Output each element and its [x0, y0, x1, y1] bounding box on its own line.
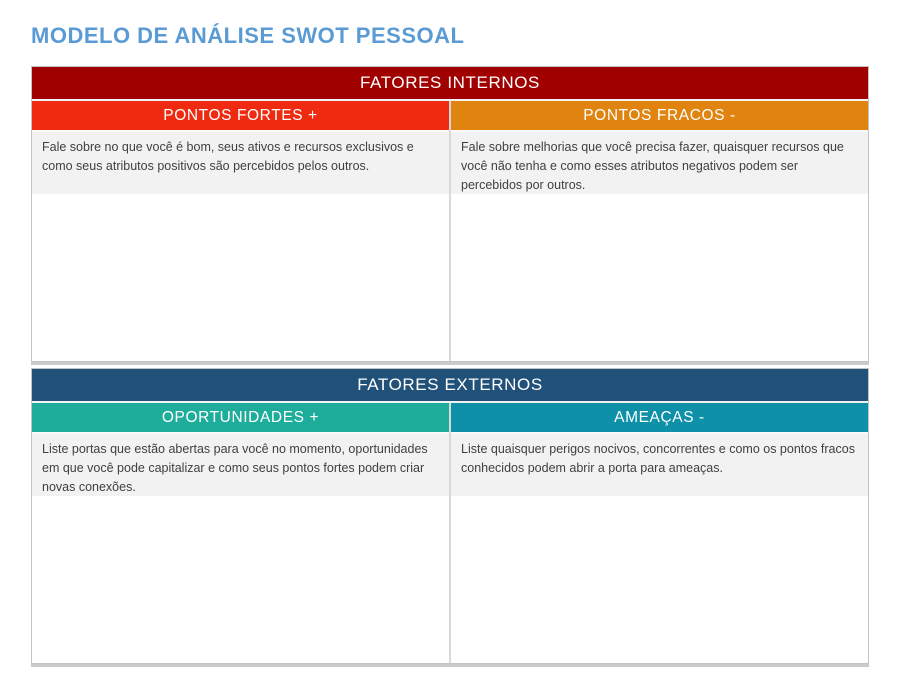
weaknesses-column	[451, 101, 868, 361]
page-title: MODELO DE ANÁLISE SWOT PESSOAL	[31, 23, 465, 48]
external-factors-columns	[32, 403, 868, 663]
swot-template-page	[0, 24, 900, 688]
opportunities-header: OPORTUNIDADES +	[32, 403, 449, 434]
strengths-column	[32, 101, 449, 361]
threats-column	[451, 403, 868, 663]
internal-factors-columns	[32, 101, 868, 361]
weaknesses-description: Fale sobre melhorias que você precisa fazer, quaisquer recursos que você não tenha e como esses atributos negativos podem ser percebidos por outros.	[451, 132, 868, 194]
internal-factors-table	[31, 66, 869, 362]
external-factors-table	[31, 368, 869, 664]
internal-factors-band: FATORES INTERNOS	[32, 67, 868, 101]
weaknesses-header: PONTOS FRACOS -	[451, 101, 868, 132]
opportunities-column	[32, 403, 449, 663]
weaknesses-entry-area[interactable]	[451, 194, 868, 361]
strengths-description: Fale sobre no que você é bom, seus ativos e recursos exclusivos e como seus atributos positivos são percebidos pelos outros.	[32, 132, 449, 194]
strengths-entry-area[interactable]	[32, 194, 449, 361]
threats-description: Liste quaisquer perigos nocivos, concorrentes e como os pontos fracos conhecidos podem abrir a porta para ameaças.	[451, 434, 868, 496]
opportunities-entry-area[interactable]	[32, 496, 449, 663]
threats-entry-area[interactable]	[451, 496, 868, 663]
strengths-header: PONTOS FORTES +	[32, 101, 449, 132]
threats-header: AMEAÇAS -	[451, 403, 868, 434]
external-factors-band: FATORES EXTERNOS	[32, 369, 868, 403]
opportunities-description: Liste portas que estão abertas para você no momento, oportunidades em que você pode capitalizar e como seus pontos fortes podem criar novas conexões.	[32, 434, 449, 496]
